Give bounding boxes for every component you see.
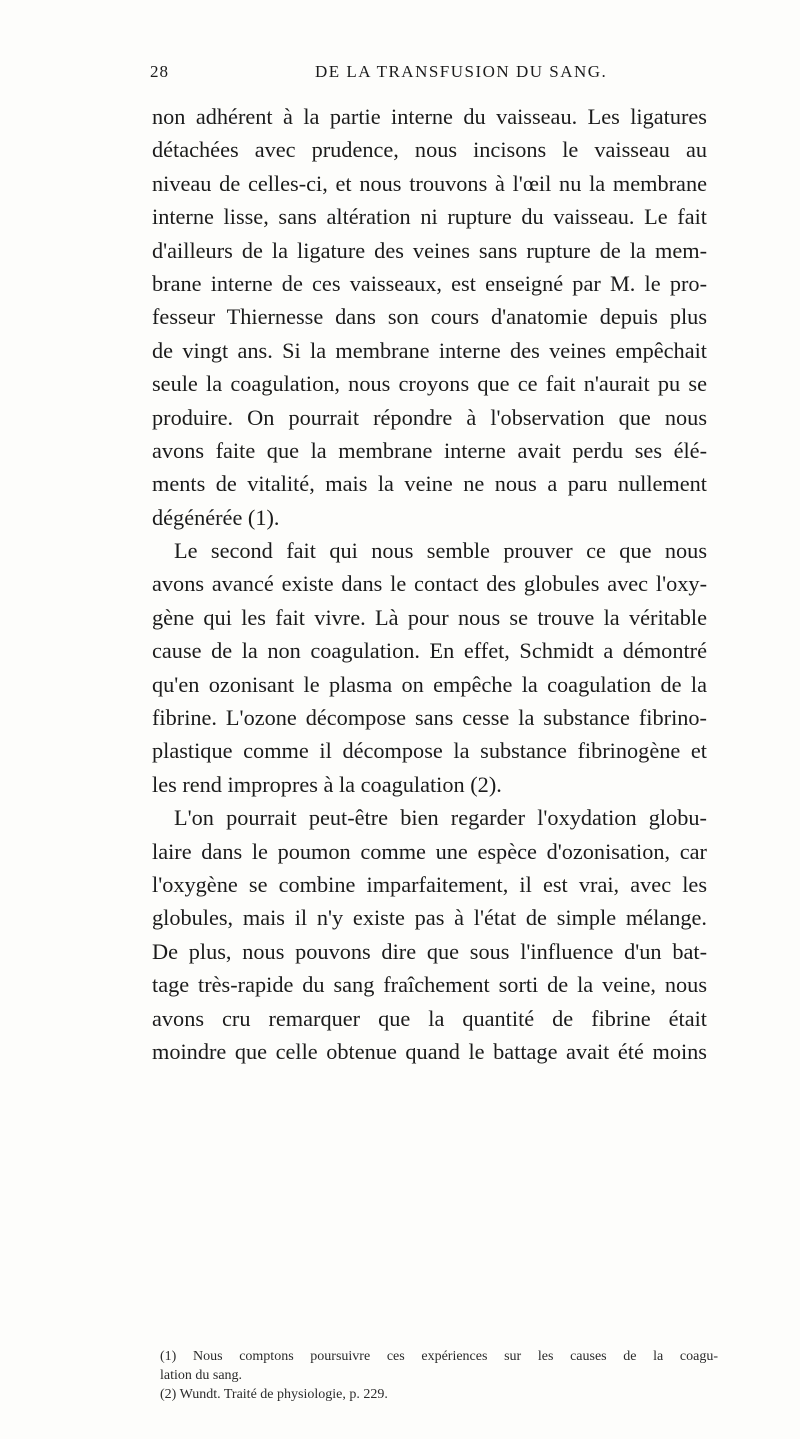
page-number: 28 <box>150 62 169 81</box>
text-line: globules, mais il n'y existe pas à l'état de simple mélange. <box>152 905 707 931</box>
footnote-2: (2) Wundt. Traité de physiologie, p. 229. <box>160 1387 388 1402</box>
text-line: qu'en ozonisant le plasma on empêche la coagulation de la <box>152 671 707 697</box>
text-line: gène qui les fait vivre. Là pour nous se trouve la véritable <box>152 604 707 630</box>
paragraph-end-line: les rend impropres à la coagulation (2). <box>152 771 502 797</box>
paragraph-start-line: Le second fait qui nous semble prouver ce que nous <box>174 538 707 564</box>
running-head <box>150 62 710 86</box>
footnote-1-line: (1) Nous comptons poursuivre ces expériences sur les causes de la coagu- <box>160 1349 718 1364</box>
text-line: avons faite que la membrane interne avait perdu ses élé- <box>152 437 707 463</box>
text-line: ments de vitalité, mais la veine ne nous a paru nullement <box>152 471 707 497</box>
body-text <box>152 100 707 1068</box>
text-line: avons cru remarquer que la quantité de fibrine était <box>152 1005 707 1031</box>
text-line: l'oxygène se combine imparfaitement, il est vrai, avec les <box>152 871 707 897</box>
text-line: de vingt ans. Si la membrane interne des veines empêchait <box>152 337 707 363</box>
text-line: niveau de celles-ci, et nous trouvons à l'œil nu la membrane <box>152 170 707 196</box>
text-line: plastique comme il décompose la substance fibrinogène et <box>152 738 707 764</box>
footnote-1-continuation: lation du sang. <box>160 1368 243 1383</box>
text-line: De plus, nous pouvons dire que sous l'influence d'un bat- <box>152 938 707 964</box>
running-title: DE LA TRANSFUSION DU SANG. <box>315 62 608 81</box>
text-line: interne lisse, sans altération ni rupture du vaisseau. Le fait <box>152 204 707 230</box>
text-line: brane interne de ces vaisseaux, est enseigné par M. le pro- <box>152 270 707 296</box>
text-line: avons avancé existe dans le contact des globules avec l'oxy- <box>152 571 707 597</box>
text-line: d'ailleurs de la ligature des veines sans rupture de la mem- <box>152 237 707 263</box>
text-line: cause de la non coagulation. En effet, Schmidt a démontré <box>152 638 707 664</box>
paragraph-end-line: dégénérée (1). <box>152 504 280 530</box>
text-line: produire. On pourrait répondre à l'observation que nous <box>152 404 707 430</box>
footnotes <box>160 1347 718 1404</box>
text-line: moindre que celle obtenue quand le battage avait été moins <box>152 1038 707 1064</box>
text-line: non adhérent à la partie interne du vaisseau. Les ligatures <box>152 104 707 129</box>
text-line: laire dans le poumon comme une espèce d'ozonisation, car <box>152 838 707 864</box>
text-line: détachées avec prudence, nous incisons le vaisseau au <box>152 137 707 163</box>
text-line: seule la coagulation, nous croyons que ce fait n'aurait pu se <box>152 371 707 397</box>
text-line: tage très-rapide du sang fraîchement sorti de la veine, nous <box>152 972 707 998</box>
paragraph-start-line: L'on pourrait peut-être bien regarder l'oxydation globu- <box>174 805 707 831</box>
text-line: fesseur Thiernesse dans son cours d'anatomie depuis plus <box>152 304 707 330</box>
text-line: fibrine. L'ozone décompose sans cesse la substance fibrino- <box>152 705 707 731</box>
